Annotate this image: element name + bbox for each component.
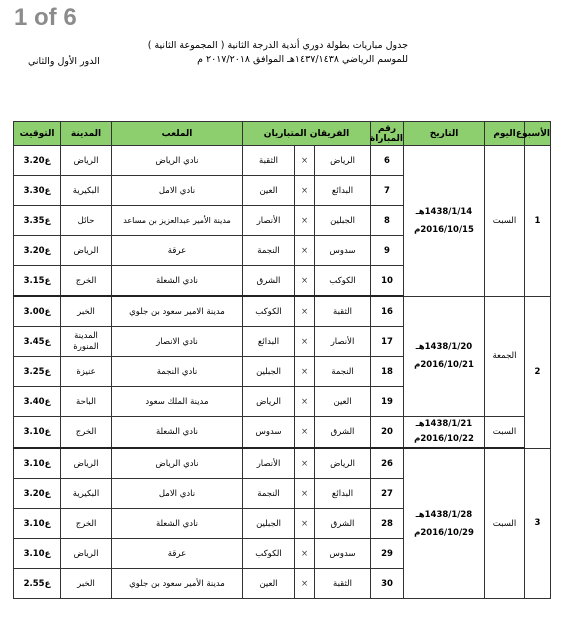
- vs-symbol: ×: [295, 296, 315, 327]
- away-team: الشرق: [243, 266, 295, 297]
- home-team: الثقبة: [315, 569, 371, 599]
- home-team: العين: [315, 387, 371, 417]
- stadium-cell: مدينة الامير سعود بن جلوي: [112, 296, 243, 327]
- stadium-cell: مدينة الأمير عبدالعزيز بن مساعد: [112, 206, 243, 236]
- date-cell: [404, 146, 485, 297]
- rounds-label: الدور الأول والثاني: [28, 56, 100, 67]
- away-team: الرياض: [243, 387, 295, 417]
- vs-symbol: ×: [295, 417, 315, 449]
- home-team: البدائع: [315, 479, 371, 509]
- col-time: التوقيت: [14, 122, 61, 146]
- away-team: العين: [243, 569, 295, 599]
- match-number: 29: [371, 539, 404, 569]
- city-cell: الرياض: [61, 539, 112, 569]
- match-number: 19: [371, 387, 404, 417]
- hijri-date: 1438/1/21هـ: [415, 419, 473, 429]
- col-day: اليوم: [485, 122, 525, 146]
- time-cell: 3.20ع: [14, 146, 61, 176]
- time-cell: 3.40ع: [14, 387, 61, 417]
- day-cell: السبت: [485, 146, 525, 297]
- vs-symbol: ×: [295, 357, 315, 387]
- city-cell: عنيزة: [61, 357, 112, 387]
- match-number: 10: [371, 266, 404, 297]
- document-title: جدول مباريات بطولة دوري أندية الدرجة الثانية ( المجموعة الثانية ): [147, 40, 408, 51]
- gregorian-date: 2016/10/21م: [414, 360, 474, 371]
- stadium-cell: عرقة: [112, 236, 243, 266]
- stadium-cell: نادي النجمة: [112, 357, 243, 387]
- city-cell: البكيرية: [61, 176, 112, 206]
- city-cell: الرياض: [61, 448, 112, 479]
- city-cell: الرياض: [61, 236, 112, 266]
- week-cell: 2: [525, 296, 551, 448]
- match-number: 20: [371, 417, 404, 449]
- schedule-table: [13, 121, 551, 599]
- match-number: 6: [371, 146, 404, 176]
- stadium-cell: مدينة الأمير سعود بن جلوي: [112, 569, 243, 599]
- city-cell: الخرج: [61, 266, 112, 297]
- stadium-cell: نادي الشعلة: [112, 509, 243, 539]
- stadium-cell: عرقة: [112, 539, 243, 569]
- away-team: سدوس: [243, 417, 295, 449]
- stadium-cell: مدينة الملك سعود: [112, 387, 243, 417]
- away-team: الأنصار: [243, 206, 295, 236]
- away-team: البدائع: [243, 327, 295, 357]
- city-cell: الخرج: [61, 417, 112, 449]
- home-team: الجبلين: [315, 206, 371, 236]
- time-cell: 3.10ع: [14, 539, 61, 569]
- city-cell: الرياض: [61, 146, 112, 176]
- city-cell: البكيرية: [61, 479, 112, 509]
- vs-symbol: ×: [295, 448, 315, 479]
- away-team: النجمة: [243, 479, 295, 509]
- hijri-date: 1438/1/14هـ: [415, 206, 473, 217]
- table-row: [14, 417, 551, 449]
- time-cell: 2.55ع: [14, 569, 61, 599]
- col-week: الأسبوع: [525, 122, 551, 146]
- week-cell: 3: [525, 448, 551, 599]
- date-cell: [404, 296, 485, 417]
- city-cell: حائل: [61, 206, 112, 236]
- vs-symbol: ×: [295, 266, 315, 297]
- home-team: سدوس: [315, 236, 371, 266]
- home-team: الأنصار: [315, 327, 371, 357]
- day-cell: السبت: [485, 448, 525, 599]
- gregorian-date: 2016/10/29م: [414, 527, 474, 538]
- away-team: الكوكب: [243, 296, 295, 327]
- match-number: 17: [371, 327, 404, 357]
- home-team: الثقبة: [315, 296, 371, 327]
- time-cell: 3.10ع: [14, 448, 61, 479]
- vs-symbol: ×: [295, 569, 315, 599]
- time-cell: 3.20ع: [14, 236, 61, 266]
- away-team: الجبلين: [243, 357, 295, 387]
- home-team: الرياض: [315, 146, 371, 176]
- time-cell: 3.10ع: [14, 417, 61, 449]
- vs-symbol: ×: [295, 539, 315, 569]
- match-number: 28: [371, 509, 404, 539]
- time-cell: 3.15ع: [14, 266, 61, 297]
- day-cell: السبت: [485, 417, 525, 449]
- home-team: الشرق: [315, 509, 371, 539]
- vs-symbol: ×: [295, 327, 315, 357]
- match-number: 27: [371, 479, 404, 509]
- away-team: النجمة: [243, 236, 295, 266]
- gregorian-date: 2016/10/15م: [414, 224, 474, 235]
- match-number: 7: [371, 176, 404, 206]
- time-cell: 3.25ع: [14, 357, 61, 387]
- vs-symbol: ×: [295, 176, 315, 206]
- stadium-cell: نادي الرياض: [112, 448, 243, 479]
- season-subtitle: للموسم الرياضي ١٤٣٧/١٤٣٨هـ الموافق ٢٠١٧/٢٠١٨ م: [197, 54, 408, 65]
- match-number: 9: [371, 236, 404, 266]
- date-cell: [404, 448, 485, 599]
- match-number: 26: [371, 448, 404, 479]
- away-team: الأنصار: [243, 448, 295, 479]
- match-number: 8: [371, 206, 404, 236]
- stadium-cell: نادي الرياض: [112, 146, 243, 176]
- stadium-cell: نادي الامل: [112, 479, 243, 509]
- time-cell: 3.20ع: [14, 479, 61, 509]
- table-row: [14, 296, 551, 327]
- vs-symbol: ×: [295, 387, 315, 417]
- time-cell: 3.30ع: [14, 176, 61, 206]
- vs-symbol: ×: [295, 509, 315, 539]
- col-stadium: الملعب: [112, 122, 243, 146]
- city-cell: المدينة المنورة: [61, 327, 112, 357]
- city-cell: الخرج: [61, 509, 112, 539]
- vs-symbol: ×: [295, 236, 315, 266]
- home-team: الرياض: [315, 448, 371, 479]
- city-cell: الخبر: [61, 296, 112, 327]
- col-date: التاريخ: [404, 122, 485, 146]
- time-cell: 3.00ع: [14, 296, 61, 327]
- home-team: النجمة: [315, 357, 371, 387]
- time-cell: 3.35ع: [14, 206, 61, 236]
- vs-symbol: ×: [295, 206, 315, 236]
- away-team: العين: [243, 176, 295, 206]
- home-team: الشرق: [315, 417, 371, 449]
- stadium-cell: نادي الانصار: [112, 327, 243, 357]
- table-row: [14, 448, 551, 479]
- city-cell: الخبر: [61, 569, 112, 599]
- away-team: الكوكب: [243, 539, 295, 569]
- hijri-date: 1438/1/28هـ: [415, 509, 473, 520]
- day-cell: الجمعة: [485, 296, 525, 417]
- col-match-no: رقم المباراة: [369, 123, 404, 144]
- gregorian-date: 2016/10/22م: [414, 434, 474, 444]
- match-number: 30: [371, 569, 404, 599]
- table-row: [14, 146, 551, 176]
- col-teams: الفريقان المتباريان: [243, 122, 371, 146]
- vs-symbol: ×: [295, 146, 315, 176]
- time-cell: 3.45ع: [14, 327, 61, 357]
- match-number: 16: [371, 296, 404, 327]
- hijri-date: 1438/1/20هـ: [415, 342, 473, 353]
- match-number: 18: [371, 357, 404, 387]
- home-team: البدائع: [315, 176, 371, 206]
- table-header-row: [14, 122, 551, 146]
- home-team: سدوس: [315, 539, 371, 569]
- away-team: الجبلين: [243, 509, 295, 539]
- time-cell: 3.10ع: [14, 509, 61, 539]
- stadium-cell: نادي الشعلة: [112, 266, 243, 297]
- page-counter: 1 of 6: [14, 4, 77, 31]
- away-team: الثقبة: [243, 146, 295, 176]
- week-cell: 1: [525, 146, 551, 297]
- col-city: المدينة: [61, 122, 112, 146]
- date-cell: [404, 417, 485, 449]
- city-cell: الباحة: [61, 387, 112, 417]
- stadium-cell: نادي الشعلة: [112, 417, 243, 449]
- home-team: الكوكب: [315, 266, 371, 297]
- stadium-cell: نادي الامل: [112, 176, 243, 206]
- vs-symbol: ×: [295, 479, 315, 509]
